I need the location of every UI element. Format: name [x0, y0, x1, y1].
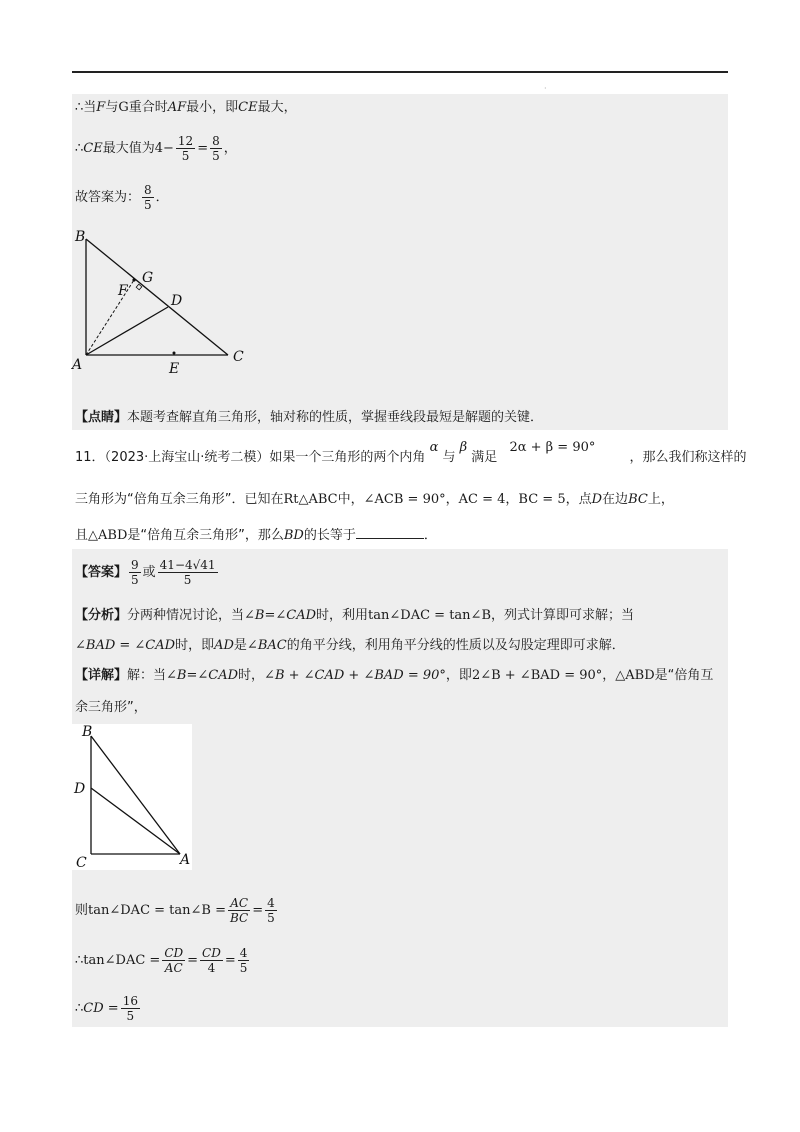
eq-line1: 则tan∠DAC = tan∠B = $\frac{AC}{BC}$ = $\frac{4}{5}$	[75, 896, 275, 925]
label-e: E	[169, 361, 180, 377]
q11-line2: 三角形为“倍角互余三角形”．已知在Rt△ABC中，∠ACB = 90°，AC = 4，BC = 5，点D在边BC上，	[75, 492, 674, 507]
eq-line3: ∴CD = $\frac{16}{5}$	[75, 994, 138, 1023]
label-f: F	[118, 283, 128, 299]
label-g: G	[142, 270, 154, 286]
label-d: D	[171, 293, 183, 309]
label-c: C	[233, 349, 244, 365]
label-a2: A	[180, 852, 191, 868]
answer-line: 【答案】 $\frac{9}{5}$ 或 $\frac{41-4√41}{5}$	[75, 558, 216, 587]
line-answer-top: 故答案为： $\frac{8}{5}$ ．	[75, 183, 169, 212]
header-mark: ·	[544, 84, 547, 93]
label-b: B	[75, 229, 86, 245]
label-b2: B	[82, 724, 93, 740]
figure-triangle-abc-2	[72, 724, 194, 870]
detail-line2: 余三角形”，	[75, 700, 147, 715]
label-c2: C	[76, 855, 87, 870]
q11-line3: 且△ABD是“倍角互余三角形”，那么BD的长等于 ．	[75, 528, 437, 543]
label-d2: D	[74, 781, 86, 797]
line-ce-max: ∴CE最大值为4− $\frac{12}{5}$ = $\frac{8}{5}$ ，	[75, 134, 237, 163]
analysis-line2: ∠BAD = ∠CAD时，即AD是∠BAC的角平分线，利用角平分线的性质以及勾股定理即可求解．	[75, 638, 625, 653]
eq-line2: ∴tan∠DAC = $\frac{CD}{AC}$ = $\frac{CD}{4}$ = $\frac{4}{5}$	[75, 946, 248, 975]
comment-line: 【点睛】本题考查解直角三角形，轴对称的性质，掌握垂线段最短是解题的关键．	[75, 410, 544, 425]
detail-line1: 【详解】解：当∠B=∠CAD时，∠B + ∠CAD + ∠BAD = 90°，即2∠B + ∠BAD = 90°，△ABD是“倍角互	[75, 668, 714, 683]
answer-blank	[356, 526, 424, 539]
header-rule	[72, 71, 728, 73]
line-min-af: ∴当F与G重合时AF最小，即CE最大，	[75, 100, 297, 115]
label-a: A	[72, 357, 83, 373]
analysis-line1: 【分析】分两种情况讨论，当∠B=∠CAD时，利用tan∠DAC = tan∠B，列式计算即可求解；当	[75, 608, 635, 623]
figure-triangle-abc	[70, 225, 260, 380]
q11-line1: 11．（2023·上海宝山·统考二模）如果一个三角形的两个内角 α 与 β 满足 2α + β = 90° ，那么我们称这样的	[75, 440, 747, 465]
